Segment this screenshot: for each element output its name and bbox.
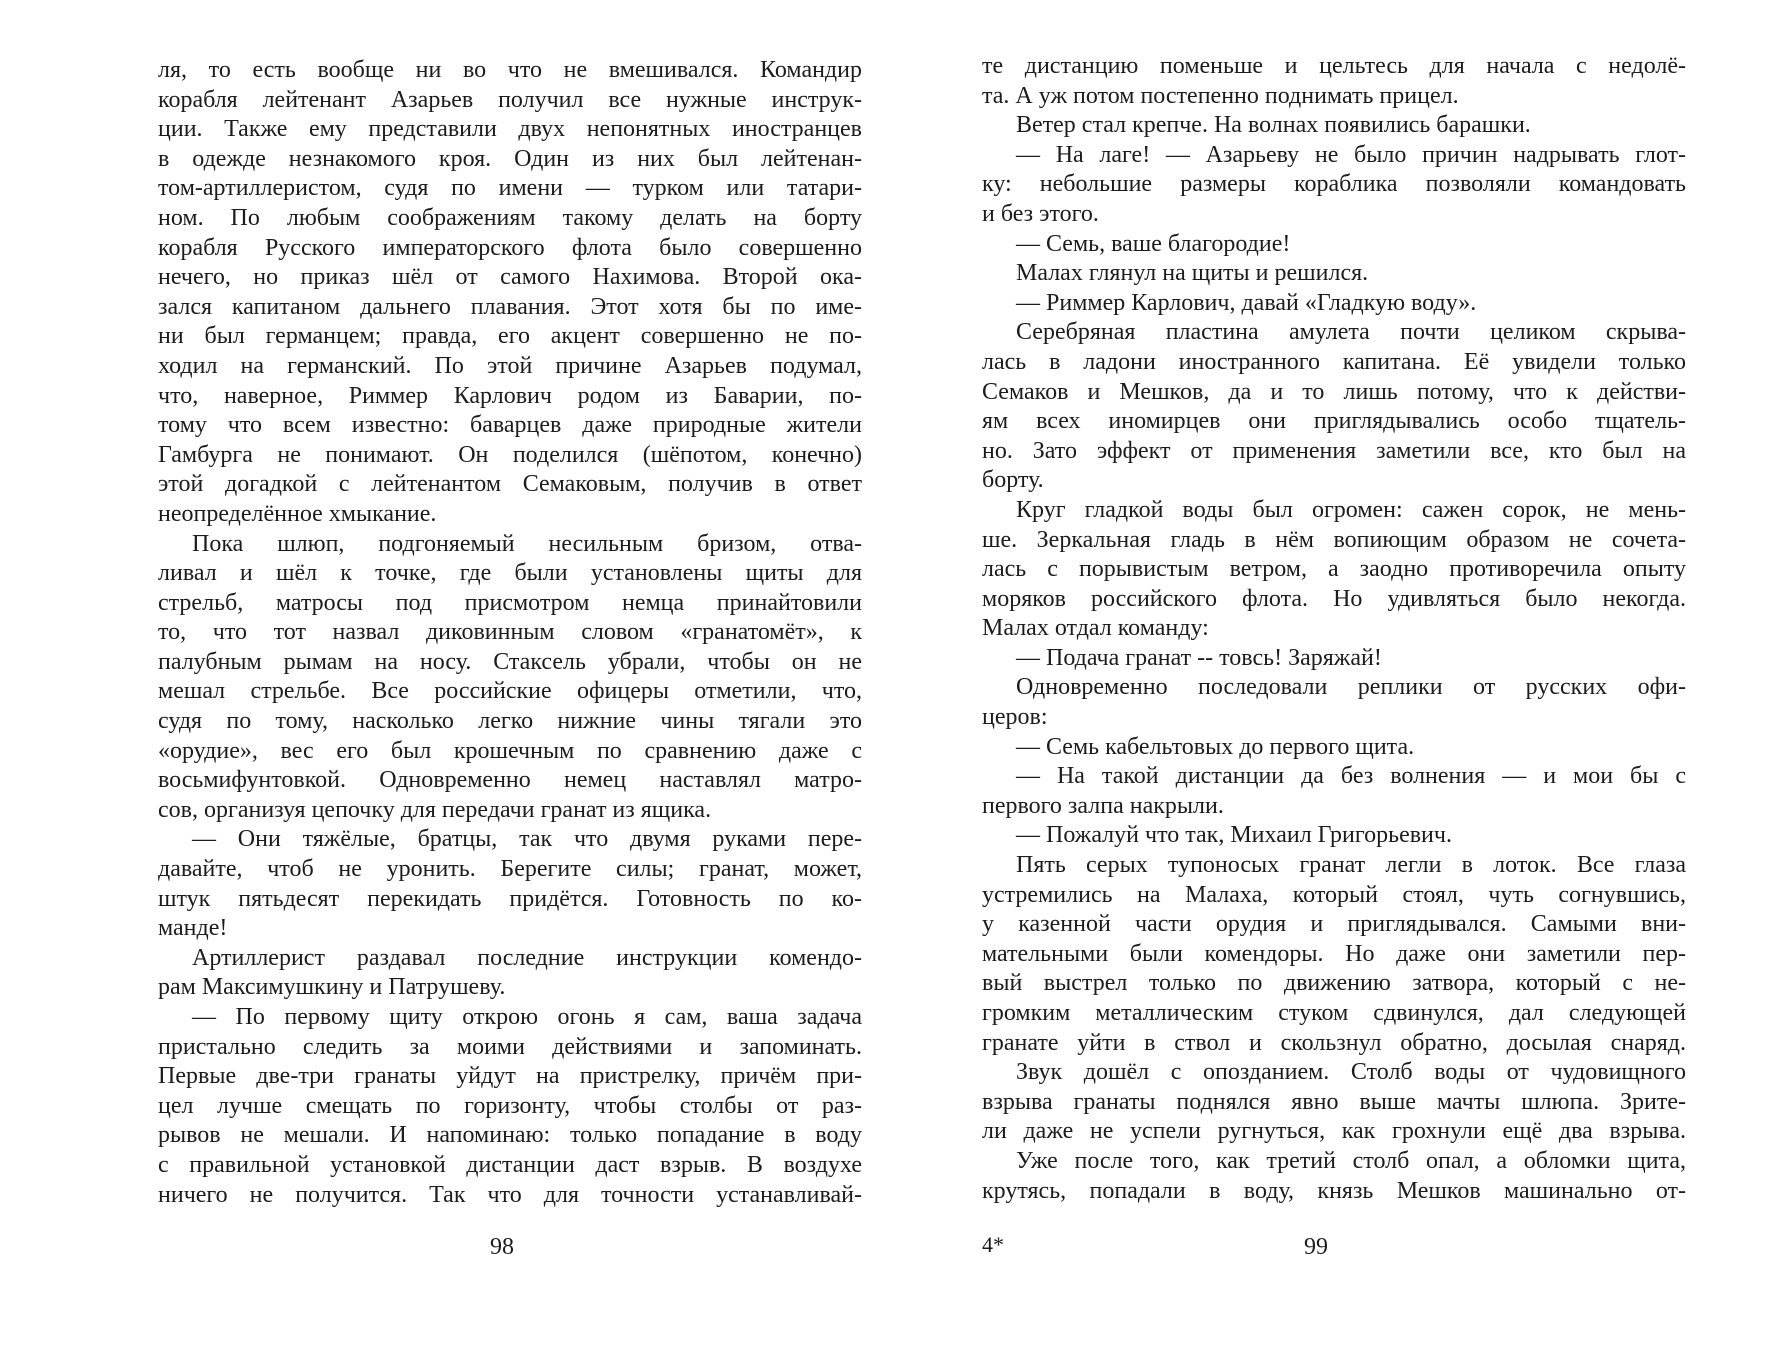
text-line: Гамбурга не понимают. Он поделился (шёпотом, конечно) <box>158 441 862 468</box>
text-line: ля, то есть вообще ни во что не вмешивался. Командир <box>158 57 862 83</box>
text-line: — По первому щиту открою огонь я сам, ваша задача <box>192 1004 862 1030</box>
text-line: ходил на германский. По этой причине Азарьев подумал, <box>158 352 862 379</box>
text-line: рам Максимушкину и Патрушеву. <box>158 974 506 1001</box>
text-line: ливал и шёл к точке, где были установлены щиты для <box>158 560 862 587</box>
text-line: Уже после того, как третий столб опал, а обломки щита, <box>1016 1147 1686 1174</box>
page-number-right: 99 <box>1304 1234 1328 1260</box>
text-line: рывов не мешали. И напоминаю: только попадание в воду <box>158 1122 862 1149</box>
page-number-left: 98 <box>490 1234 514 1260</box>
text-line: том-артиллеристом, судя по имени — турком или татари- <box>158 175 862 202</box>
text-line: ку: небольшие размеры кораблика позволяли командовать <box>982 171 1686 198</box>
text-line: те дистанцию поменьше и цельтесь для начала с недолё- <box>982 53 1686 79</box>
text-line: корабля Русского императорского флота было совершенно <box>158 234 862 261</box>
text-line: моряков российского флота. Но удивляться было некогда. <box>982 585 1686 612</box>
text-line: то, что тот назвал диковинным словом «гранатомёт», к <box>158 619 862 646</box>
text-line: мательными были комендоры. Но даже они заметили пер- <box>982 940 1686 967</box>
text-line: неопределённое хмыкание. <box>158 500 437 527</box>
text-line: — На такой дистанции да без волнения — и мои бы с <box>1016 763 1686 790</box>
text-line: Пока шлюп, подгоняемый несильным бризом, отва- <box>192 530 862 557</box>
text-line: штук пятьдесят перекидать придётся. Готовность по ко- <box>158 885 862 912</box>
text-line: цел лучше смещать по горизонту, чтобы столбы от раз- <box>158 1092 862 1119</box>
text-line: давайте, чтоб не уронить. Берегите силы; гранат, может, <box>158 856 862 883</box>
text-line: устремились на Малаха, который стоял, чуть согнувшись, <box>982 881 1686 908</box>
text-line: сов, организуя цепочку для передачи гранат из ящика. <box>158 796 712 823</box>
text-line: восьмифунтовкой. Одновременно немец наставлял матро- <box>158 767 862 794</box>
text-line: в одежде незнакомого кроя. Один из них был лейтенан- <box>158 145 862 172</box>
text-line: борту. <box>982 467 1044 494</box>
text-line: — На лаге! — Азарьеву не было причин надрывать глот- <box>1016 141 1686 168</box>
text-line: церов: <box>982 704 1048 731</box>
text-line: нечего, но приказ шёл от самого Нахимова. Второй ока- <box>158 264 862 291</box>
text-line: стрельб, матросы под присмотром немца принайтовили <box>158 589 862 616</box>
text-line: Артиллерист раздавал последние инструкции комендо- <box>192 944 862 971</box>
text-line: но. Зато эффект от применения заметили все, кто был на <box>982 437 1686 464</box>
text-line: корабля лейтенант Азарьев получил все нужные инструк- <box>158 86 862 113</box>
text-line: ни был германцем; правда, его акцент совершенно не по- <box>158 323 862 350</box>
text-line: — Риммер Карлович, давай «Гладкую воду». <box>1016 289 1477 316</box>
text-line: судя по тому, насколько легко нижние чины тягали это <box>158 708 862 735</box>
text-line: Пять серых тупоносых гранат легли в лоток. Все глаза <box>1016 852 1686 879</box>
text-line: у казенной части орудия и приглядывался. Самыми вни- <box>982 911 1686 938</box>
text-line: ям всех иномирцев они приглядывались особо тщатель- <box>982 408 1686 435</box>
text-line: зался капитаном дальнего плавания. Этот хотя бы по име- <box>158 293 862 320</box>
text-line: ции. Также ему представили двух непонятных иностранцев <box>158 116 862 143</box>
text-line: Семаков и Мешков, да и то лишь потому, что к действи- <box>982 378 1686 405</box>
text-line: Ветер стал крепче. На волнах появились барашки. <box>1016 112 1531 139</box>
text-line: и без этого. <box>982 200 1099 227</box>
text-line: лась с порывистым ветром, а заодно противоречила опыту <box>982 556 1686 583</box>
text-line: тому что всем известно: баварцев даже природные жители <box>158 412 862 439</box>
text-line: ли даже не успели ругнуться, как грохнули ещё два взрыва. <box>982 1118 1686 1145</box>
text-line: Одновременно последовали реплики от русских офи- <box>1016 674 1686 701</box>
text-line: палубным рымам на носу. Стаксель убрали, чтобы он не <box>158 648 862 675</box>
text-line: ничего не получится. Так что для точности устанавливай- <box>158 1181 862 1208</box>
left-page <box>158 56 862 1210</box>
text-line: что, наверное, Риммер Карлович родом из Баварии, по- <box>158 382 862 409</box>
text-line: та. А уж потом постепенно поднимать прицел. <box>982 82 1459 109</box>
text-line: ше. Зеркальная гладь в нём вопиющим образом не сочета- <box>982 526 1686 553</box>
text-line: лась в ладони иностранного капитана. Её увидели только <box>982 348 1686 375</box>
text-line: — Подача гранат -- товсь! Заряжай! <box>1016 644 1382 671</box>
text-line: с правильной установкой дистанции даст взрыв. В воздухе <box>158 1151 862 1178</box>
text-line: — Семь, ваше благородие! <box>1016 230 1291 257</box>
text-line: громким металлическим стуком сдвинулся, дал следующей <box>982 1000 1686 1026</box>
text-line: Звук дошёл с опозданием. Столб воды от чудовищного <box>1016 1059 1686 1086</box>
text-line: ном. По любым соображениям такому делать на борту <box>158 204 862 231</box>
text-line: манде! <box>158 915 228 942</box>
text-line: вый выстрел только по движению затвора, который с не- <box>982 970 1686 997</box>
text-line: Малах глянул на щиты и решился. <box>1016 260 1369 287</box>
signature-mark: 4* <box>982 1232 1004 1257</box>
text-line: гранате уйти в ствол и скользнул обратно, досылая снаряд. <box>982 1029 1686 1056</box>
text-line: этой догадкой с лейтенантом Семаковым, получив в ответ <box>158 471 862 498</box>
text-line: мешал стрельбе. Все российские офицеры отметили, что, <box>158 678 862 705</box>
text-line: крутясь, попадали в воду, князь Мешков машинально от- <box>982 1177 1686 1204</box>
text-line: взрыва гранаты поднялся явно выше мачты шлюпа. Зрите- <box>982 1088 1686 1115</box>
text-line: — Пожалуй что так, Михаил Григорьевич. <box>1016 822 1452 849</box>
text-line: Малах отдал команду: <box>982 615 1209 642</box>
text-line: первого залпа накрыли. <box>982 792 1224 819</box>
right-page <box>982 52 1686 1206</box>
text-line: — Семь кабельтовых до первого щита. <box>1016 733 1415 760</box>
text-line: — Они тяжёлые, братцы, так что двумя руками пере- <box>192 826 862 853</box>
text-line: Серебряная пластина амулета почти целиком скрыва- <box>1016 319 1686 346</box>
text-line: Первые две-три гранаты уйдут на пристрелку, причём при- <box>158 1063 862 1090</box>
text-line: «орудие», вес его был крошечным по сравнению даже с <box>158 737 862 764</box>
text-line: Круг гладкой воды был огромен: сажен сорок, не мень- <box>1016 496 1686 523</box>
text-line: пристально следить за моими действиями и запоминать. <box>158 1033 862 1060</box>
